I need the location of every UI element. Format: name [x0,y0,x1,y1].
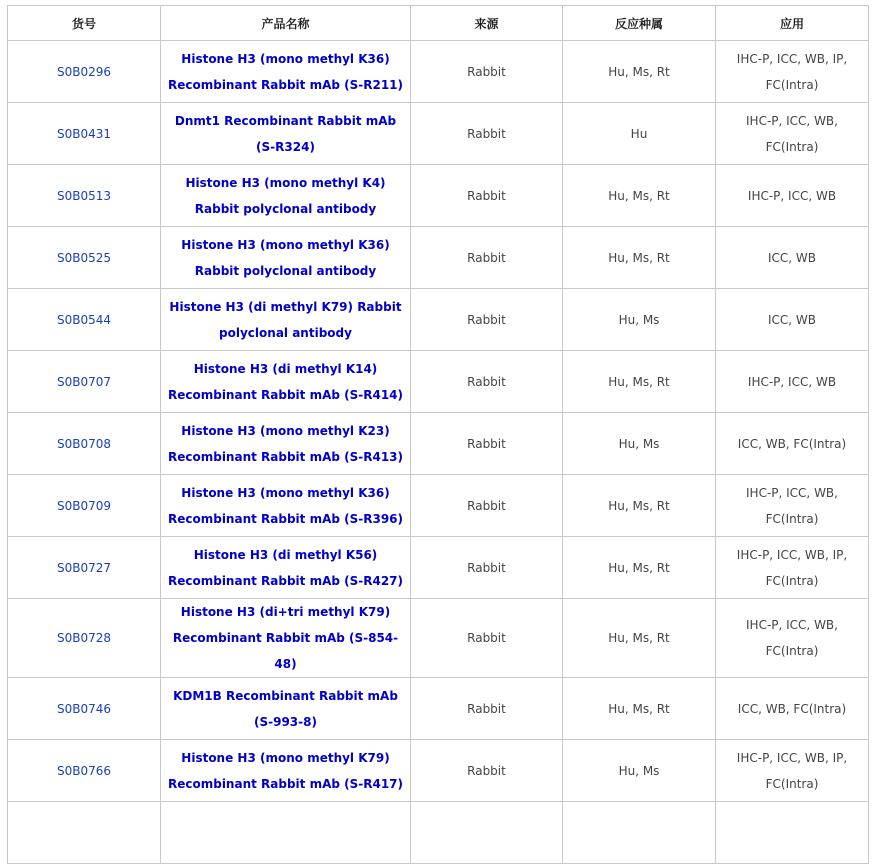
cell-species: Hu, Ms [563,740,716,802]
cell-source: Rabbit [411,740,563,802]
cell-application: IHC-P, ICC, WB, IP, FC(Intra) [716,537,869,599]
cell-species: Hu, Ms, Rt [563,678,716,740]
product-code-link[interactable]: S0B0746 [56,701,112,716]
table-header-row [8,6,869,41]
cell-name [161,103,411,165]
product-code-link[interactable]: S0B0513 [56,188,112,203]
cell-application: ICC, WB [716,227,869,289]
cell-species: Hu, Ms [563,289,716,351]
cell-name [161,475,411,537]
header-species: 反应种属 [563,6,716,41]
header-application: 应用 [716,6,869,41]
cell-code [8,740,161,802]
cell-name [161,678,411,740]
cell-source: Rabbit [411,289,563,351]
cell-source: Rabbit [411,475,563,537]
table-row [8,537,869,599]
cell-application: IHC-P, ICC, WB, FC(Intra) [716,475,869,537]
cell-species: Hu, Ms, Rt [563,537,716,599]
product-code-link[interactable]: S0B0431 [56,126,112,141]
product-name-link[interactable]: Histone H3 (di+tri methyl K79) Recombinant Rabbit mAb (S-854-48) [172,605,399,671]
cell-code [8,227,161,289]
cell-name [161,227,411,289]
cell-source: Rabbit [411,103,563,165]
cell-species: Hu, Ms, Rt [563,351,716,413]
cell-code [8,475,161,537]
cell-code [8,537,161,599]
cell-code [8,599,161,678]
product-code-link[interactable]: S0B0296 [56,64,112,79]
cell-name [161,165,411,227]
cell-application: IHC-P, ICC, WB, FC(Intra) [716,599,869,678]
cell-application: ICC, WB, FC(Intra) [716,678,869,740]
product-name-link[interactable]: Histone H3 (mono methyl K36) Recombinant Rabbit mAb (S-R211) [167,51,404,92]
cell-application: ICC, WB, FC(Intra) [716,413,869,475]
product-code-link[interactable]: S0B0727 [56,560,112,575]
product-name-link[interactable]: Histone H3 (mono methyl K36) Recombinant Rabbit mAb (S-R396) [167,485,404,526]
cell-species: Hu, Ms [563,413,716,475]
cell-application: ICC, WB [716,289,869,351]
cell-species: Hu, Ms, Rt [563,475,716,537]
table-row-partial [8,802,869,864]
product-name-link[interactable]: Histone H3 (mono methyl K4) Rabbit polyclonal antibody [185,175,386,216]
cell-application: IHC-P, ICC, WB [716,165,869,227]
product-code-link[interactable]: S0B0728 [56,631,112,645]
cell-source: Rabbit [411,165,563,227]
cell-species: Hu, Ms, Rt [563,41,716,103]
cell-source: Rabbit [411,413,563,475]
table-row [8,227,869,289]
cell-application: IHC-P, ICC, WB [716,351,869,413]
table-row [8,103,869,165]
cell-name [161,289,411,351]
cell-name [161,413,411,475]
cell-species: Hu, Ms, Rt [563,599,716,678]
cell-source: Rabbit [411,41,563,103]
header-source: 来源 [411,6,563,41]
product-name-link[interactable]: Dnmt1 Recombinant Rabbit mAb (S-R324) [174,113,397,154]
product-code-link[interactable]: S0B0766 [56,763,112,778]
product-name-link[interactable]: Histone H3 (mono methyl K23) Recombinant Rabbit mAb (S-R413) [167,423,404,464]
header-name: 产品名称 [161,6,411,41]
cell-code [8,103,161,165]
product-name-link[interactable]: Histone H3 (mono methyl K36) Rabbit polyclonal antibody [181,237,390,278]
product-code-link[interactable]: S0B0525 [56,250,112,265]
product-name-link[interactable]: Histone H3 (di methyl K79) Rabbit polyclonal antibody [169,299,402,340]
table-row [8,351,869,413]
cell-code [8,351,161,413]
product-name-link[interactable]: KDM1B Recombinant Rabbit mAb (S-993-8) [173,688,398,729]
product-code-link[interactable]: S0B0709 [56,498,112,513]
cell-code [8,413,161,475]
cell-source: Rabbit [411,537,563,599]
product-code-link[interactable]: S0B0708 [56,436,112,451]
table-row [8,289,869,351]
table-body [8,41,869,864]
cell-application: IHC-P, ICC, WB, IP, FC(Intra) [716,41,869,103]
cell-application: IHC-P, ICC, WB, IP, FC(Intra) [716,740,869,802]
cell-name [161,537,411,599]
cell-source: Rabbit [411,678,563,740]
table-row [8,475,869,537]
cell-code [8,41,161,103]
cell-code [8,678,161,740]
product-name-link[interactable]: Histone H3 (di methyl K56) Recombinant Rabbit mAb (S-R427) [167,547,404,588]
cell-source: Rabbit [411,599,563,678]
table-row [8,599,869,678]
cell-source: Rabbit [411,351,563,413]
cell-code [8,289,161,351]
cell-name [161,41,411,103]
cell-application: IHC-P, ICC, WB, FC(Intra) [716,103,869,165]
table-row [8,678,869,740]
cell-code [8,165,161,227]
cell-source: Rabbit [411,227,563,289]
cell-name [161,599,411,678]
product-name-link[interactable]: Histone H3 (di methyl K14) Recombinant Rabbit mAb (S-R414) [167,361,404,402]
cell-species: Hu, Ms, Rt [563,227,716,289]
cell-species: Hu [563,103,716,165]
cell-name [161,351,411,413]
table-row [8,41,869,103]
cell-species: Hu, Ms, Rt [563,165,716,227]
product-code-link[interactable]: S0B0707 [56,374,112,389]
table-row [8,165,869,227]
product-code-link[interactable]: S0B0544 [56,312,112,327]
product-table [7,5,869,864]
table-row [8,740,869,802]
cell-name [161,740,411,802]
table-row [8,413,869,475]
header-code: 货号 [8,6,161,41]
product-name-link[interactable]: Histone H3 (mono methyl K79) Recombinant Rabbit mAb (S-R417) [167,750,404,791]
